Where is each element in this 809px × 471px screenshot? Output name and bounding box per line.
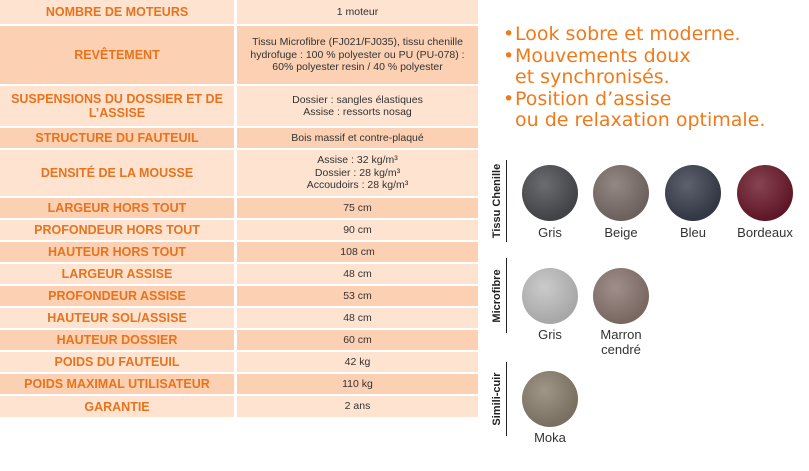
spec-row <box>0 220 478 242</box>
spec-value: 2 ans <box>237 396 478 417</box>
swatch-simili <box>522 371 578 427</box>
feature-item <box>503 46 765 88</box>
simili-section-label <box>488 362 507 436</box>
spec-label: HAUTEUR SOL/ASSISE <box>0 308 237 328</box>
spec-label: GARANTIE <box>0 396 237 417</box>
feature-list <box>503 24 765 132</box>
spec-row <box>0 308 478 330</box>
chenille-title: Tissu Chenille <box>491 163 503 239</box>
spec-value: 48 cm <box>237 308 478 328</box>
spec-value: 48 cm <box>237 264 478 284</box>
feature-text-continued: et synchronisés. <box>515 66 670 88</box>
spec-label: NOMBRE DE MOTEURS <box>0 0 237 24</box>
spec-value: 42 kg <box>237 352 478 372</box>
spec-value: 110 kg <box>237 374 478 394</box>
swatch-label: Gris <box>538 225 562 240</box>
spec-label: LARGEUR ASSISE <box>0 264 237 284</box>
bullet-icon: • <box>503 23 515 45</box>
microfibre-title: Microfibre <box>491 268 503 323</box>
spec-label: REVÊTEMENT <box>0 26 237 84</box>
spec-value: 1 moteur <box>237 0 478 24</box>
spec-label: DENSITÉ DE LA MOUSSE <box>0 150 237 196</box>
spec-row <box>0 128 478 150</box>
feature-text-continued: ou de relaxation optimale. <box>515 109 766 131</box>
spec-value: Assise : 32 kg/m³ Dossier : 28 kg/m³ Accoudoirs : 28 kg/m³ <box>237 150 478 196</box>
spec-value: 108 cm <box>237 242 478 262</box>
swatch-chenille <box>593 165 649 221</box>
spec-value: 90 cm <box>237 220 478 240</box>
spec-row <box>0 264 478 286</box>
swatch-microfibre <box>593 268 649 324</box>
spec-row <box>0 150 478 198</box>
spec-label: PROFONDEUR HORS TOUT <box>0 220 237 240</box>
spec-value: 75 cm <box>237 198 478 218</box>
spec-row <box>0 86 478 128</box>
spec-row <box>0 198 478 220</box>
spec-row <box>0 286 478 308</box>
spec-row <box>0 242 478 264</box>
bullet-icon: • <box>503 45 515 67</box>
feature-text: Mouvements doux <box>515 45 691 67</box>
spec-value: 60 cm <box>237 330 478 350</box>
feature-text: Look sobre et moderne. <box>515 23 741 45</box>
feature-text: Position d’assise <box>515 88 672 110</box>
microfibre-section-label <box>488 258 507 333</box>
spec-label: HAUTEUR HORS TOUT <box>0 242 237 262</box>
spec-value: Dossier : sangles élastiques Assise : ressorts nosag <box>237 86 478 126</box>
spec-label: POIDS MAXIMAL UTILISATEUR <box>0 374 237 394</box>
swatch-label: Bordeaux <box>737 225 793 240</box>
spec-row <box>0 374 478 396</box>
swatch-chenille <box>737 165 793 221</box>
spec-row <box>0 330 478 352</box>
swatch-label: Bleu <box>679 225 707 240</box>
spec-label: STRUCTURE DU FAUTEUIL <box>0 128 237 148</box>
spec-value: 53 cm <box>237 286 478 306</box>
spec-label: LARGEUR HORS TOUT <box>0 198 237 218</box>
swatch-label: Marron cendré <box>600 327 642 357</box>
spec-row <box>0 26 478 86</box>
simili-title: Simili-cuir <box>491 372 503 426</box>
spec-row <box>0 396 478 419</box>
swatch-chenille <box>522 165 578 221</box>
spec-row <box>0 0 478 26</box>
spec-label: SUSPENSIONS DU DOSSIER ET DE L’ASSISE <box>0 86 237 126</box>
swatch-label: Beige <box>604 225 638 240</box>
spec-label: POIDS DU FAUTEUIL <box>0 352 237 372</box>
bullet-icon: • <box>503 88 515 110</box>
swatch-chenille <box>665 165 721 221</box>
spec-value: Bois massif et contre-plaqué <box>237 128 478 148</box>
swatch-microfibre <box>522 268 578 324</box>
spec-label: HAUTEUR DOSSIER <box>0 330 237 350</box>
swatch-label: Gris <box>538 327 562 342</box>
spec-row <box>0 352 478 374</box>
feature-item <box>503 89 765 131</box>
swatch-label: Moka <box>534 430 566 445</box>
spec-label: PROFONDEUR ASSISE <box>0 286 237 306</box>
spec-value: Tissu Microfibre (FJ021/FJ035), tissu chenille hydrofuge : 100 % polyester ou PU (PU-078) : 60% polyester resin / 40 % polyester <box>237 26 478 84</box>
feature-item <box>503 24 765 45</box>
